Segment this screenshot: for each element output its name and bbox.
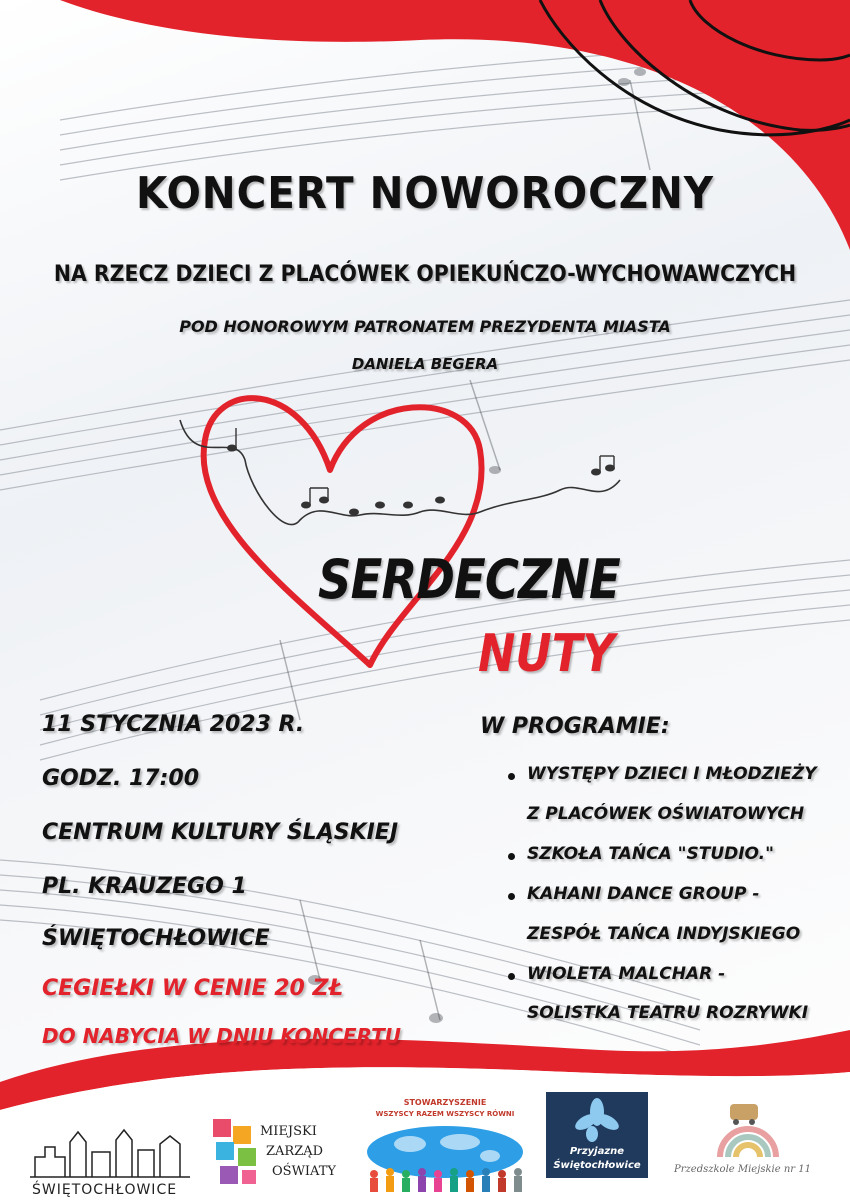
rainbow-bus-icon — [668, 1102, 828, 1162]
mzo-text-2: ZARZĄD — [266, 1144, 324, 1159]
page-title: KONCERT NOWOROCZNY — [135, 168, 714, 219]
friendly-text-1: Przyjazne — [569, 1146, 625, 1157]
mzo-logo — [208, 1114, 343, 1194]
tickets-note: DO NABYCIA W DNIU KONCERTU — [42, 1024, 401, 1048]
event-name-word-2: NUTY — [478, 624, 615, 684]
friendly-text-2: Świętochłowice — [553, 1160, 641, 1171]
event-time: GODZ. 17:00 — [42, 766, 200, 791]
patronage-line-2: DANIELA BEGERA — [351, 355, 499, 373]
heart-outline — [204, 398, 482, 665]
program-item-2-line-1: SZKOŁA TAŃCA "STUDIO." — [527, 844, 774, 864]
bullet-icon — [508, 773, 515, 780]
program-item-1-line-1: WYSTĘPY DZIECI I MŁODZIEŻY — [527, 764, 817, 784]
mzo-mosaic-icon — [208, 1114, 268, 1194]
friendly-city-logo — [546, 1092, 648, 1178]
event-name-word-1: SERDECZNE — [318, 548, 620, 611]
program-item-1-line-2: Z PLACÓWEK OŚWIATOWYCH — [527, 804, 805, 824]
subtitle: NA RZECZ DZIECI Z PLACÓWEK OPIEKUŃCZO-WYCHOWAWCZYCH — [53, 262, 797, 287]
tickets-price: CEGIEŁKI W CENIE 20 ZŁ — [42, 976, 343, 1001]
city-logo — [30, 1122, 190, 1202]
event-date: 11 STYCZNIA 2023 R. — [42, 712, 305, 737]
event-city: ŚWIĘTOCHŁOWICE — [42, 926, 270, 951]
program-item-3-line-1: KAHANI DANCE GROUP - — [527, 884, 760, 904]
mzo-text-3: OŚWIATY — [272, 1164, 336, 1179]
sponsor-logos — [0, 1072, 850, 1202]
program-item-4-line-1: WIOLETA MALCHAR - — [527, 964, 726, 984]
city-logo-text: ŚWIĘTOCHŁOWICE — [32, 1182, 178, 1198]
event-address: PL. KRAUZEGO 1 — [42, 874, 247, 899]
association-text-2: WSZYSCY RAZEM WSZYSCY RÓWNI — [375, 1110, 515, 1118]
program-item-4-line-2: SOLISTKA TEATRU ROZRYWKI — [527, 1003, 809, 1023]
kindergarten-text: Przedszkole Miejskie nr 11 — [674, 1164, 811, 1175]
melody-notes — [227, 445, 615, 516]
association-text-1: STOWARZYSZENIE — [403, 1098, 487, 1107]
program-item-3-line-2: ZESPÓŁ TAŃCA INDYJSKIEGO — [527, 924, 801, 944]
melody-line — [180, 420, 620, 525]
bullet-icon — [508, 853, 515, 860]
city-skyline-icon — [30, 1122, 190, 1182]
association-logo — [360, 1098, 530, 1198]
flower-icon — [546, 1092, 648, 1144]
mzo-text-1: MIEJSKI — [260, 1124, 317, 1139]
program-heading: W PROGRAMIE: — [480, 714, 670, 739]
event-venue: CENTRUM KULTURY ŚLĄSKIEJ — [42, 820, 399, 845]
kindergarten-logo — [668, 1102, 828, 1197]
world-people-icon — [360, 1122, 530, 1197]
patronage-line-1: POD HONOROWYM PATRONATEM PREZYDENTA MIASTA — [179, 317, 671, 336]
bullet-icon — [508, 973, 515, 980]
bullet-icon — [508, 893, 515, 900]
